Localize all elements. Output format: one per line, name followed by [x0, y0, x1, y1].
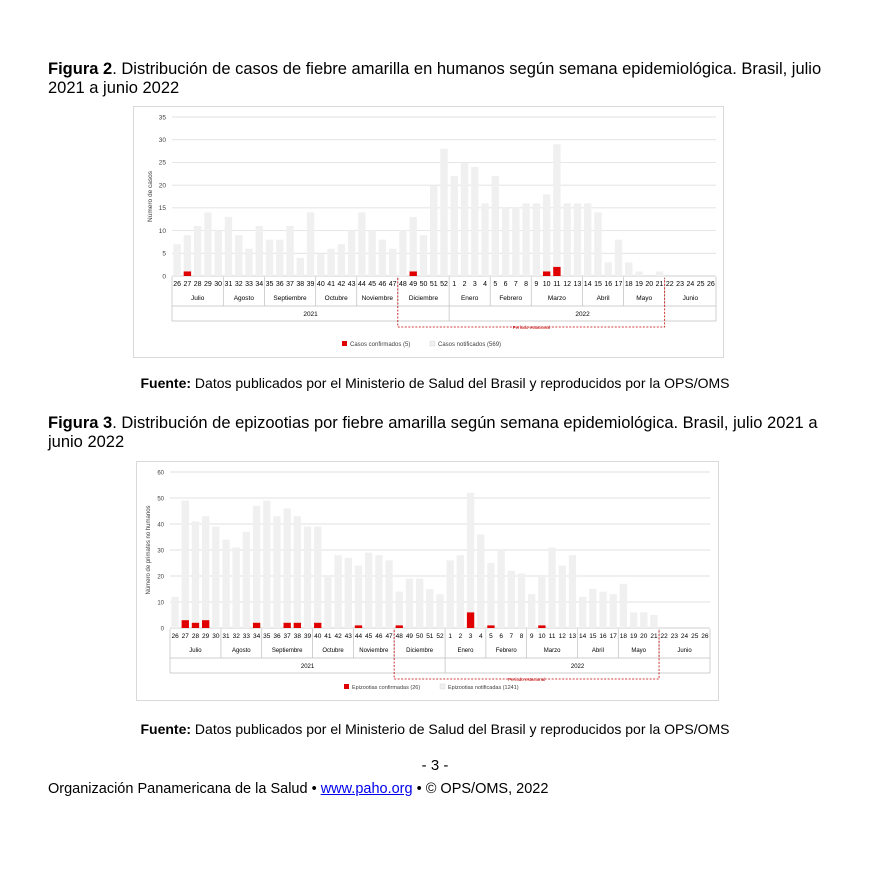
bar-notified [589, 589, 596, 628]
x-tick-label: 48 [395, 633, 403, 640]
x-tick-label: 25 [696, 281, 705, 288]
bar-notified [253, 506, 260, 628]
bar-notified [640, 612, 647, 628]
x-tick-label: 24 [686, 281, 695, 288]
year-label: 2022 [570, 664, 585, 670]
footer-org: Organización Panamericana de la Salud • [48, 781, 321, 797]
y-tick-label: 30 [158, 137, 166, 145]
source-label: Fuente: [140, 721, 192, 737]
x-tick-label: 3 [468, 633, 473, 640]
month-label: Septiembre [271, 648, 303, 654]
legend-swatch-notified [440, 684, 445, 689]
x-tick-label: 13 [573, 281, 582, 288]
bar-notified [396, 592, 403, 628]
figure-3-caption-text: . Distribución de epizootias por fiebre amarilla según semana epidemiológica. Brasil, julio 2021 a junio 2022 [48, 414, 818, 451]
y-tick-label: 10 [157, 600, 164, 607]
legend-label-confirmed: Epizootias confirmadas (26) [352, 685, 421, 691]
x-tick-label: 39 [303, 633, 312, 640]
bar-notified [569, 555, 576, 628]
x-tick-label: 46 [378, 281, 387, 288]
x-tick-label: 51 [429, 281, 438, 288]
month-label: Junio [677, 648, 692, 654]
x-tick-label: 51 [426, 633, 434, 640]
bar-notified [314, 527, 321, 628]
x-tick-label: 32 [232, 633, 240, 640]
x-tick-label: 7 [513, 281, 518, 288]
x-tick-label: 48 [399, 281, 407, 288]
x-tick-label: 3 [472, 281, 477, 288]
bar-notified [451, 176, 458, 276]
y-tick-label: 5 [162, 250, 166, 258]
x-tick-label: 10 [538, 633, 546, 640]
figure-2-source [0, 375, 870, 391]
bar-notified [338, 244, 345, 276]
x-tick-label: 38 [293, 633, 301, 640]
source-text: Datos publicados por el Ministerio de Salud del Brasil y reproducidos por la OPS/OMS [191, 721, 730, 737]
paho-link[interactable]: www.paho.org [320, 781, 413, 797]
figure-2-svg [134, 107, 723, 357]
x-tick-label: 49 [409, 281, 418, 288]
bar-notified [192, 521, 199, 628]
legend-label-notified: Casos notificados (569) [438, 342, 502, 348]
y-tick-label: 10 [158, 227, 166, 235]
x-tick-label: 33 [245, 281, 253, 288]
month-label: Noviembre [359, 648, 389, 654]
bar-notified [430, 185, 437, 276]
x-tick-label: 8 [524, 281, 529, 288]
bar-confirmed [396, 625, 403, 628]
footer-rest: • © OPS/OMS, 2022 [412, 781, 549, 797]
x-tick-label: 7 [509, 633, 514, 640]
x-tick-label: 44 [357, 281, 366, 288]
x-tick-label: 19 [629, 633, 638, 640]
bar-notified [182, 501, 189, 628]
x-tick-label: 12 [558, 633, 566, 640]
bar-notified [563, 203, 570, 276]
y-tick-label: 40 [157, 522, 164, 529]
bar-notified [225, 217, 232, 276]
bar-confirmed [553, 267, 560, 276]
legend-swatch-confirmed [344, 684, 349, 689]
bar-notified [375, 555, 382, 628]
bar-confirmed [184, 271, 191, 276]
x-tick-label: 37 [286, 281, 294, 288]
bar-notified [307, 212, 314, 276]
x-tick-label: 36 [275, 281, 284, 288]
bar-notified [317, 253, 324, 276]
bar-notified [620, 584, 627, 628]
x-tick-label: 31 [224, 281, 233, 288]
month-label: Octubre [322, 648, 344, 654]
bar-notified [502, 208, 509, 276]
bar-confirmed [314, 623, 321, 628]
x-tick-label: 21 [655, 281, 664, 288]
x-tick-label: 34 [252, 633, 261, 640]
seasonal-period-label: Período estacional [507, 677, 546, 682]
source-text: Datos publicados por el Ministerio de Salud del Brasil y reproducidos por la OPS/OMS [191, 375, 730, 391]
figure-2-caption-text: . Distribución de casos de fiebre amarilla en humanos según semana epidemiológica. Brasil, julio 2021 a junio 2022 [48, 60, 822, 97]
x-tick-label: 4 [478, 633, 483, 640]
bar-notified [233, 547, 240, 628]
x-tick-label: 23 [676, 281, 684, 288]
x-tick-label: 6 [499, 633, 503, 640]
bar-notified [610, 594, 617, 628]
x-tick-label: 27 [181, 633, 189, 640]
bar-notified [389, 249, 396, 276]
bar-notified [579, 597, 586, 628]
month-label: Abril [596, 295, 610, 302]
bar-confirmed [294, 623, 301, 628]
bar-notified [420, 235, 427, 276]
bar-notified [365, 553, 372, 628]
x-tick-label: 16 [599, 633, 607, 640]
month-label: Julio [190, 295, 205, 302]
x-tick-label: 10 [542, 281, 551, 288]
x-tick-label: 11 [553, 281, 561, 288]
x-tick-label: 28 [191, 633, 200, 640]
source-label: Fuente: [140, 375, 192, 391]
bar-notified [284, 508, 291, 628]
bar-notified [184, 235, 191, 276]
bar-notified [294, 516, 301, 628]
x-tick-label: 36 [273, 633, 281, 640]
x-tick-label: 45 [368, 281, 377, 288]
x-tick-label: 45 [365, 633, 373, 640]
x-tick-label: 44 [354, 633, 363, 640]
legend-swatch-confirmed [342, 341, 347, 346]
x-tick-label: 42 [337, 281, 346, 288]
bar-notified [204, 212, 211, 276]
bar-notified [630, 612, 637, 628]
x-tick-label: 26 [706, 281, 715, 288]
bar-notified [481, 203, 488, 276]
bar-notified [276, 240, 283, 276]
x-tick-label: 52 [436, 633, 444, 640]
x-tick-label: 6 [503, 281, 508, 288]
x-tick-label: 33 [242, 633, 251, 640]
bar-confirmed [355, 625, 362, 628]
bar-notified [327, 249, 334, 276]
bar-notified [635, 271, 642, 276]
y-tick-label: 25 [158, 159, 166, 167]
x-tick-label: 23 [670, 633, 678, 640]
figure-3-svg [137, 462, 718, 700]
x-tick-label: 46 [375, 633, 383, 640]
bar-notified [436, 594, 443, 628]
bar-notified [297, 258, 304, 276]
x-tick-label: 1 [452, 281, 457, 288]
bar-confirmed [182, 620, 189, 628]
x-tick-label: 50 [416, 633, 424, 640]
month-label: Enero [460, 295, 479, 302]
bar-notified [518, 573, 525, 628]
x-tick-label: 20 [640, 633, 648, 640]
bar-notified [273, 516, 280, 628]
bar-notified [533, 203, 540, 276]
bar-notified [243, 532, 250, 628]
x-tick-label: 40 [316, 281, 325, 288]
y-tick-label: 50 [157, 496, 164, 503]
y-tick-label: 30 [157, 548, 164, 555]
x-tick-label: 13 [568, 633, 577, 640]
bar-notified [304, 527, 311, 628]
bar-notified [385, 560, 392, 628]
bar-notified [406, 579, 413, 628]
y-axis-label: Número de primates no humanos [146, 505, 152, 595]
x-tick-label: 38 [296, 281, 305, 288]
footer [48, 781, 548, 797]
x-tick-label: 1 [448, 633, 453, 640]
legend-swatch-notified [430, 341, 435, 346]
x-tick-label: 12 [563, 281, 572, 288]
x-tick-label: 29 [204, 281, 212, 288]
bar-notified [416, 579, 423, 628]
y-tick-label: 0 [162, 273, 166, 281]
x-tick-label: 30 [214, 281, 223, 288]
figure-2-caption [48, 60, 828, 98]
x-tick-label: 40 [314, 633, 322, 640]
bar-notified [508, 571, 515, 628]
bar-notified [471, 167, 478, 276]
x-tick-label: 14 [583, 281, 592, 288]
y-tick-label: 15 [158, 205, 166, 213]
x-tick-label: 47 [385, 633, 393, 640]
y-tick-label: 60 [157, 470, 164, 477]
x-tick-label: 15 [594, 281, 602, 288]
bar-notified [256, 226, 263, 276]
figure-3-caption [48, 414, 828, 452]
bar-notified [650, 615, 657, 628]
seasonal-period-label: Período estacional [512, 325, 550, 330]
year-label: 2021 [303, 311, 318, 318]
month-label: Marzo [547, 295, 566, 302]
bar-notified [173, 244, 180, 276]
x-tick-label: 17 [609, 633, 617, 640]
x-tick-label: 27 [183, 281, 192, 288]
x-tick-label: 9 [534, 281, 539, 288]
bar-notified [528, 594, 535, 628]
bar-notified [594, 212, 601, 276]
bar-notified [497, 550, 504, 628]
x-tick-label: 22 [660, 633, 668, 640]
y-tick-label: 20 [157, 574, 164, 581]
x-tick-label: 19 [635, 281, 643, 288]
month-label: Febrero [499, 295, 523, 302]
x-tick-label: 20 [645, 281, 654, 288]
bar-confirmed [467, 612, 474, 628]
bar-notified [512, 208, 519, 276]
bar-notified [522, 203, 529, 276]
x-tick-label: 26 [701, 633, 709, 640]
x-tick-label: 14 [579, 633, 587, 640]
month-label: Febrero [495, 648, 517, 654]
bar-notified [461, 162, 468, 276]
x-tick-label: 18 [624, 281, 633, 288]
x-tick-label: 5 [493, 281, 498, 288]
bar-notified [426, 589, 433, 628]
x-tick-label: 24 [680, 633, 689, 640]
legend-label-notified: Epizootias notificadas (1241) [448, 685, 519, 691]
x-tick-label: 21 [650, 633, 658, 640]
x-tick-label: 15 [589, 633, 597, 640]
bar-notified [286, 226, 293, 276]
month-label: Agosto [231, 648, 251, 654]
x-tick-label: 8 [519, 633, 524, 640]
x-tick-label: 43 [347, 281, 356, 288]
x-tick-label: 49 [405, 633, 414, 640]
x-tick-label: 39 [306, 281, 315, 288]
bar-notified [348, 231, 355, 276]
bar-notified [266, 240, 273, 276]
figure-2-chart [133, 106, 724, 358]
figure-3-label: Figura 3 [48, 414, 113, 432]
bar-notified [487, 563, 494, 628]
bar-notified [263, 501, 270, 628]
bar-notified [410, 217, 417, 276]
bar-notified [345, 558, 352, 628]
month-label: Agosto [233, 295, 254, 302]
bar-confirmed [487, 625, 494, 628]
month-label: Enero [457, 648, 474, 654]
bar-notified [605, 262, 612, 276]
figure-3-source [0, 721, 870, 737]
figure-3-chart [136, 461, 719, 701]
x-tick-label: 32 [234, 281, 243, 288]
month-label: Diciembre [406, 648, 434, 654]
bar-notified [212, 527, 219, 628]
bar-notified [171, 597, 178, 628]
x-tick-label: 11 [548, 633, 556, 640]
bar-notified [358, 212, 365, 276]
month-label: Mayo [636, 295, 653, 302]
bar-notified [324, 576, 331, 628]
x-tick-label: 28 [193, 281, 202, 288]
x-tick-label: 35 [265, 281, 274, 288]
year-label: 2022 [575, 311, 590, 318]
x-tick-label: 26 [173, 281, 182, 288]
bar-notified [457, 555, 464, 628]
bar-notified [355, 566, 362, 628]
year-label: 2021 [300, 664, 315, 670]
bar-confirmed [253, 623, 260, 628]
x-tick-label: 9 [529, 633, 534, 640]
bar-notified [543, 194, 550, 276]
x-tick-label: 41 [327, 281, 335, 288]
x-tick-label: 31 [222, 633, 230, 640]
y-tick-label: 35 [158, 114, 166, 122]
bar-notified [202, 516, 209, 628]
x-tick-label: 22 [665, 281, 674, 288]
x-tick-label: 52 [440, 281, 448, 288]
legend-label-confirmed: Casos confirmados (5) [350, 342, 411, 348]
x-tick-label: 43 [344, 633, 352, 640]
y-tick-label: 20 [158, 182, 166, 190]
bar-notified [214, 231, 221, 276]
x-tick-label: 29 [202, 633, 210, 640]
month-label: Octubre [324, 295, 348, 302]
x-tick-label: 42 [334, 633, 342, 640]
bar-notified [368, 231, 375, 276]
month-label: Junio [682, 295, 699, 302]
bar-notified [584, 203, 591, 276]
bar-notified [194, 226, 201, 276]
x-tick-label: 25 [691, 633, 699, 640]
bar-confirmed [284, 623, 291, 628]
x-tick-label: 30 [212, 633, 220, 640]
bar-notified [559, 566, 566, 628]
bar-notified [492, 176, 499, 276]
y-axis-label: Número de casos [147, 171, 154, 222]
x-tick-label: 16 [604, 281, 613, 288]
bar-notified [334, 555, 341, 628]
bar-notified [399, 231, 406, 276]
x-tick-label: 34 [255, 281, 264, 288]
x-tick-label: 50 [419, 281, 428, 288]
bar-notified [625, 262, 632, 276]
bar-notified [656, 271, 663, 276]
x-tick-label: 2 [462, 281, 467, 288]
month-label: Diciembre [408, 295, 439, 302]
bar-notified [440, 149, 447, 276]
x-tick-label: 5 [489, 633, 493, 640]
month-label: Noviembre [361, 295, 394, 302]
x-tick-label: 17 [614, 281, 623, 288]
bar-notified [553, 144, 560, 276]
bar-notified [379, 240, 386, 276]
month-label: Septiembre [273, 295, 307, 302]
bar-notified [235, 235, 242, 276]
month-label: Abril [591, 648, 604, 654]
bar-notified [574, 203, 581, 276]
x-tick-label: 2 [458, 633, 463, 640]
x-tick-label: 4 [483, 281, 488, 288]
bar-notified [447, 560, 454, 628]
y-tick-label: 0 [160, 626, 164, 633]
month-label: Mayo [631, 648, 647, 654]
bar-confirmed [538, 625, 545, 628]
bar-notified [548, 547, 555, 628]
bar-notified [538, 576, 545, 628]
x-tick-label: 37 [283, 633, 291, 640]
bar-notified [615, 240, 622, 276]
x-tick-label: 47 [388, 281, 397, 288]
bar-confirmed [543, 271, 550, 276]
bar-notified [245, 249, 252, 276]
figure-2-label: Figura 2 [48, 60, 113, 78]
bar-confirmed [410, 271, 417, 276]
bar-confirmed [192, 623, 199, 628]
bar-notified [477, 534, 484, 628]
x-tick-label: 18 [619, 633, 628, 640]
x-tick-label: 35 [263, 633, 271, 640]
bar-confirmed [202, 620, 209, 628]
month-label: Marzo [543, 648, 561, 654]
bar-notified [599, 592, 606, 628]
month-label: Julio [189, 648, 202, 654]
page-number: - 3 - [421, 757, 449, 774]
bar-notified [467, 493, 474, 628]
x-tick-label: 26 [171, 633, 179, 640]
x-tick-label: 41 [324, 633, 332, 640]
bar-notified [222, 540, 229, 628]
